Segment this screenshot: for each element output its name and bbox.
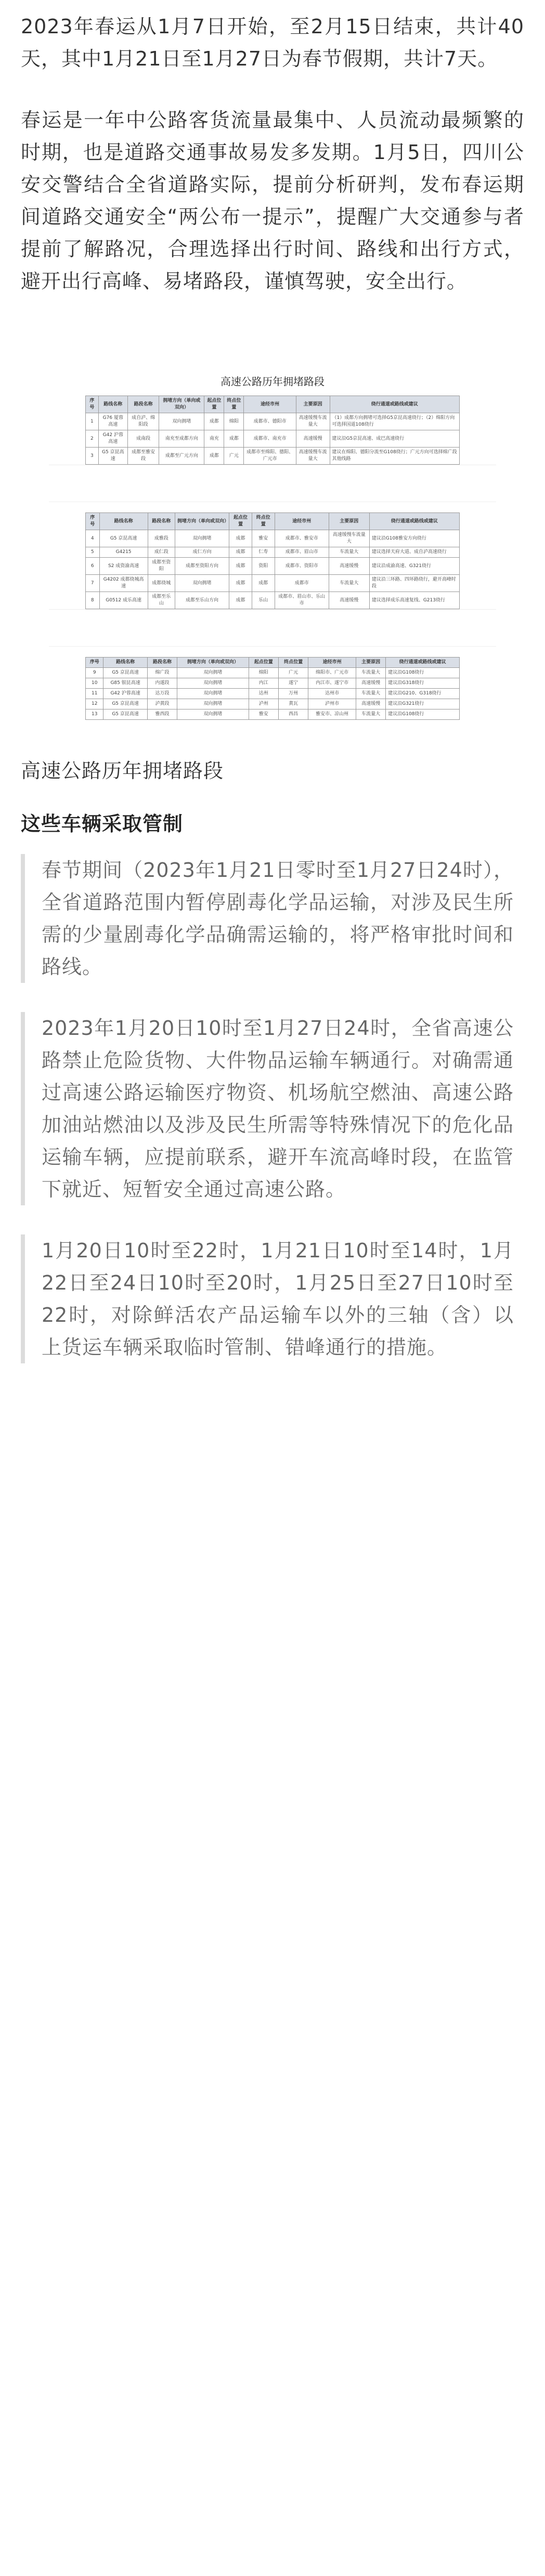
table-cell: 双向拥堵 [177, 709, 249, 720]
table-cell: 成都 [252, 575, 275, 592]
table-cell: 成都市、眉山市 [275, 547, 329, 558]
table-cell: 仁寿 [252, 547, 275, 558]
table-cell: 泸州市 [308, 699, 356, 709]
table-cell: 遂宁 [278, 678, 308, 689]
table-row [86, 592, 460, 609]
table-cell: 13 [86, 709, 103, 720]
table-header-cell: 主要原因 [296, 396, 330, 413]
table-header-cell: 序号 [86, 513, 100, 530]
table-cell: 双向拥堵 [177, 668, 249, 678]
table-row [86, 530, 460, 547]
table-header-cell: 终点位置 [252, 513, 275, 530]
table-header-row [86, 513, 460, 530]
table-cell: 成都至乐山 [148, 592, 175, 609]
table-cell: 成都 [204, 413, 224, 430]
table-cell: 9 [86, 668, 103, 678]
table-cell: 雅安市、凉山州 [308, 709, 356, 720]
table-cell: 车流量大 [329, 575, 369, 592]
table-header-row [86, 658, 460, 668]
table-header-cell: 路线名称 [98, 396, 127, 413]
table-cell: 成都至资阳方向 [175, 558, 229, 575]
table-header-cell: 主要原因 [356, 658, 385, 668]
table-cell: S2 成资渝高速 [99, 558, 148, 575]
table-cell: 成都 [229, 547, 252, 558]
table-header-cell: 路段名称 [148, 513, 175, 530]
table-row [86, 668, 460, 678]
table-cell: 双向拥堵 [177, 699, 249, 709]
table-cell: 高速缓慢车流量大 [329, 530, 369, 547]
table-header-cell: 绕行通道或路线或建议 [369, 513, 459, 530]
table-cell: 高速缓慢车流量大 [296, 413, 330, 430]
table-cell: 雅西段 [147, 709, 177, 720]
table-header-cell: 途经市州 [308, 658, 356, 668]
table-cell: 双向拥堵 [175, 530, 229, 547]
table-row [86, 430, 460, 448]
table-cell: 南充 [204, 430, 224, 448]
table-cell: 车流量大 [329, 547, 369, 558]
quote-truck-control: 1月20日10时至22时，1月21日10时至14时，1月22日至24日10时至20时，1月25日至27日10时至22时，对除鲜活农产品运输车以外的三轴（含）以上货运车辆采取临时管制、错峰通行的措施。 [21, 1234, 524, 1363]
table-cell: 内江市、遂宁市 [308, 678, 356, 689]
table-cell: 1 [86, 413, 99, 430]
table-cell: 雅安 [252, 530, 275, 547]
table-cell: 车流量大 [356, 689, 385, 699]
table-cell: 建议选择成乐高速复线、G213绕行 [369, 592, 459, 609]
table-header-cell: 路段名称 [147, 658, 177, 668]
table-cell: 雅安 [249, 709, 278, 720]
table-cell: 4 [86, 530, 100, 547]
table-cell: 成仁段 [148, 547, 175, 558]
table-cell: 成都 [224, 430, 244, 448]
table-cell: 绵阳市、广元市 [308, 668, 356, 678]
table-row [86, 709, 460, 720]
table-header-cell: 路线名称 [103, 658, 147, 668]
table-row [86, 678, 460, 689]
table-cell: 绵阳 [224, 413, 244, 430]
table-cell: 成都至雅安段 [127, 448, 159, 465]
table-cell: G85 银昆高速 [103, 678, 147, 689]
table-row [86, 448, 460, 465]
table-row [86, 575, 460, 592]
table-header-row [86, 396, 460, 413]
table-cell: G42 沪蓉高速 [103, 689, 147, 699]
table-cell: 高速缓慢 [329, 558, 369, 575]
table-cell: 6 [86, 558, 100, 575]
table-cell: 建议沿G108绕行 [386, 709, 460, 720]
table-cell: 双向拥堵 [159, 413, 204, 430]
table-cell: 成都 [229, 530, 252, 547]
table-cell: 成自泸、绵阳段 [127, 413, 159, 430]
table-cell: 高速缓慢 [329, 592, 369, 609]
table-cell: 成都至乐山方向 [175, 592, 229, 609]
congestion-table-1 [85, 396, 460, 465]
table-header-cell: 起点位置 [249, 658, 278, 668]
table-header-cell: 途经市州 [275, 513, 329, 530]
table-cell: 成都 [229, 592, 252, 609]
table-cell: 内遂段 [147, 678, 177, 689]
table-header-cell: 序号 [86, 658, 103, 668]
table-cell: 成都市、德阳市 [244, 413, 296, 430]
table-row [86, 413, 460, 430]
table-cell: 绵广段 [147, 668, 177, 678]
table-cell: 泸黄段 [147, 699, 177, 709]
table-cell: 成都市、雅安市 [275, 530, 329, 547]
table-cell: 南充至成都方向 [159, 430, 204, 448]
table-cell: 广元 [224, 448, 244, 465]
table-cell: G4202 成都绕城高速 [99, 575, 148, 592]
table-cell: 5 [86, 547, 100, 558]
table-cell: 8 [86, 592, 100, 609]
table-header-cell: 序号 [86, 396, 99, 413]
table-cell: 资阳 [252, 558, 275, 575]
table-cell: 成仁方向 [175, 547, 229, 558]
table-cell: 绵阳 [249, 668, 278, 678]
table-cell: 建议选择天府大道、成自泸高速绕行 [369, 547, 459, 558]
table-header-cell: 主要原因 [329, 513, 369, 530]
table-row [86, 699, 460, 709]
table-cell: 双向拥堵 [175, 575, 229, 592]
table-cell: 高速缓慢 [356, 678, 385, 689]
table-cell: 黄瓦 [278, 699, 308, 709]
table-header-cell: 路线名称 [99, 513, 148, 530]
table-cell: 西昌 [278, 709, 308, 720]
table-title: 高速公路历年拥堵路段 [220, 375, 325, 388]
table-cell: 广元 [278, 668, 308, 678]
intro-paragraph: 2023年春运从1月7日开始，至2月15日结束，共计40天，其中1月21日至1月27日为春节假期，共计7天。 [21, 15, 524, 70]
table-cell: 乐山 [252, 592, 275, 609]
table-header-cell: 拥堵方向（单向或双向） [159, 396, 204, 413]
table-header-cell: 终点位置 [224, 396, 244, 413]
table-cell: 成都市、南充市 [244, 430, 296, 448]
table-cell: G4215 [99, 547, 148, 558]
table-cell: G5 京昆高速 [103, 709, 147, 720]
table-cell: 建议沿G210、G318绕行 [386, 689, 460, 699]
table-cell: 建议沿G318绕行 [386, 678, 460, 689]
table-header-cell: 拥堵方向（单向或双向） [177, 658, 249, 668]
table-cell: 成南段 [127, 430, 159, 448]
table-cell: 成都至广元方向 [159, 448, 204, 465]
table-cell: 成都绕城 [148, 575, 175, 592]
table-header-cell: 绕行通道或路线或建议 [330, 396, 459, 413]
table-cell: G0512 成乐高速 [99, 592, 148, 609]
table-cell: 建议沿G108绕行 [386, 668, 460, 678]
table-cell: 2 [86, 430, 99, 448]
table-header-cell: 起点位置 [229, 513, 252, 530]
table-cell: 建议沿G108雅安方向绕行 [369, 530, 459, 547]
congestion-table-3 [85, 657, 460, 720]
image-caption: 高速公路历年拥堵路段 [21, 759, 224, 782]
table-cell: 万州 [278, 689, 308, 699]
table-cell: 成都 [229, 575, 252, 592]
table-row [86, 558, 460, 575]
table-header-cell: 终点位置 [278, 658, 308, 668]
table-cell: 双向拥堵 [177, 689, 249, 699]
table-cell: 建议在绵阳、德阳分流至G108绕行；广元方向可选择绵广段其他线路 [330, 448, 459, 465]
table-cell: 内江 [249, 678, 278, 689]
table-cell: 成雅段 [148, 530, 175, 547]
table-header-cell: 绕行通道或路线或建议 [386, 658, 460, 668]
table-cell: 成都市、眉山市、乐山市 [275, 592, 329, 609]
table-cell: 车流量大 [356, 709, 385, 720]
table-sheet-3 [49, 646, 496, 720]
table-cell: 达州市 [308, 689, 356, 699]
table-header-cell: 路段名称 [127, 396, 159, 413]
congestion-table-2 [85, 512, 460, 609]
table-cell: 成都 [204, 448, 224, 465]
table-cell: G5 京昆高速 [103, 699, 147, 709]
table-header-cell: 途经市州 [244, 396, 296, 413]
table-row [86, 547, 460, 558]
table-cell: G5 京昆高速 [98, 448, 127, 465]
quote-hazmat-ban: 春节期间（2023年1月21日零时至1月27日24时），全省道路范围内暂停剧毒化学品运输，对涉及民生所需的少量剧毒化学品确需运输的，将严格审批时间和路线。 [21, 854, 524, 983]
table-cell: G5 京昆高速 [103, 668, 147, 678]
table-cell: 成都市至绵阳、德阳、广元市 [244, 448, 296, 465]
table-cell: 高速缓慢车流量大 [296, 448, 330, 465]
table-cell: 双向拥堵 [177, 678, 249, 689]
table-row [86, 689, 460, 699]
table-cell: G5 京昆高速 [99, 530, 148, 547]
table-cell: 7 [86, 575, 100, 592]
table-cell: G42 沪蓉高速 [98, 430, 127, 448]
table-cell: 3 [86, 448, 99, 465]
table-cell: （1）成都方向拥堵可选择G5京昆高速绕行；（2）绵阳方向可选择国道108绕行 [330, 413, 459, 430]
table-cell: 成都 [229, 558, 252, 575]
table-cell: 12 [86, 699, 103, 709]
table-cell: 达州 [249, 689, 278, 699]
table-cell: 车流量大 [356, 668, 385, 678]
table-sheet-2 [49, 502, 496, 610]
table-cell: 高速缓慢 [356, 699, 385, 709]
table-header-cell: 起点位置 [204, 396, 224, 413]
section-heading: 这些车辆采取管制 [21, 812, 184, 835]
table-cell: G76 厦蓉高速 [98, 413, 127, 430]
table-cell: 泸州 [249, 699, 278, 709]
table-sheet-1 [49, 358, 496, 465]
table-cell: 建议沿G5京昆高速、成巴高速绕行 [330, 430, 459, 448]
table-cell: 达万段 [147, 689, 177, 699]
table-cell: 10 [86, 678, 103, 689]
congestion-table-image[interactable] [0, 326, 545, 720]
table-cell: 建议沿三环路、四环路绕行，避开高峰时段 [369, 575, 459, 592]
table-cell: 成都市 [275, 575, 329, 592]
table-cell: 成都至资阳 [148, 558, 175, 575]
table-cell: 建议沿G321绕行 [386, 699, 460, 709]
table-cell: 成都市、资阳市 [275, 558, 329, 575]
table-cell: 建议沿成渝高速、G321绕行 [369, 558, 459, 575]
table-header-cell: 拥堵方向（单向或双向） [175, 513, 229, 530]
context-paragraph: 春运是一年中公路客货流量最集中、人员流动最频繁的时期，也是道路交通事故易发多发期。1月5日，四川公安交警结合全省道路实际，提前分析研判，发布春运期间道路交通安全“两公布一提示”，提醒广大交通参与者提前了解路况，合理选择出行时间、路线和出行方式，避开出行高峰、易堵路段，谨慎驾驶，安全出行。 [21, 109, 524, 293]
quote-highway-restriction: 2023年1月20日10时至1月27日24时，全省高速公路禁止危险货物、大件物品运输车辆通行。对确需通过高速公路运输医疗物资、机场航空燃油、高速公路加油站燃油以及涉及民生所需等特殊情况下的危化品运输车辆，应提前联系，避开车流高峰时段，在监管下就近、短暂安全通过高速公路。 [21, 1012, 524, 1205]
table-cell: 高速缓慢 [296, 430, 330, 448]
table-cell: 11 [86, 689, 103, 699]
